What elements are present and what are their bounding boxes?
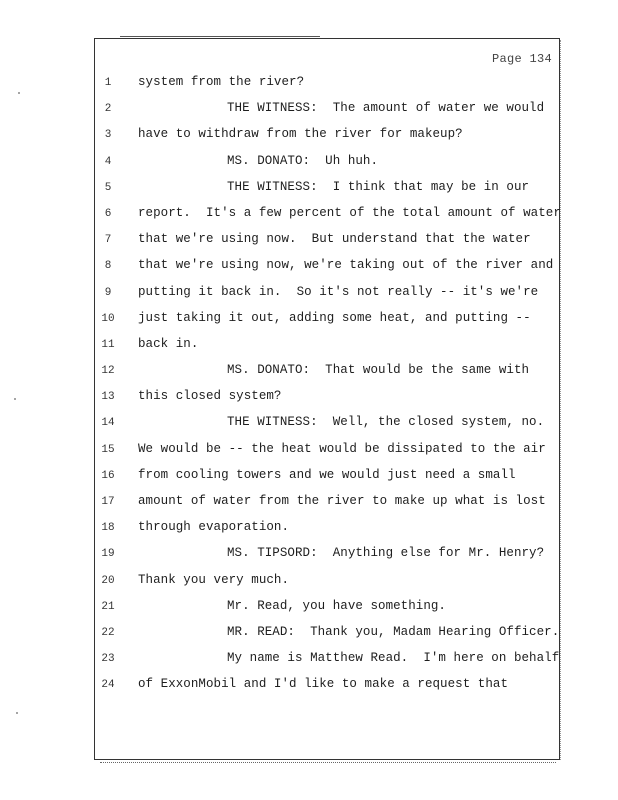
line-text: that we're using now, we're taking out of the river and (138, 258, 554, 273)
transcript-line (0, 622, 618, 648)
transcript-line (0, 308, 618, 334)
line-number: 16 (101, 469, 115, 482)
line-number: 3 (104, 129, 112, 142)
margin-speck (18, 92, 20, 94)
line-text: back in. (138, 336, 199, 351)
transcript-line (0, 570, 618, 596)
transcript-line (0, 124, 618, 150)
transcript-line (0, 517, 618, 543)
transcript-line (0, 596, 618, 622)
line-number: 2 (104, 103, 112, 116)
transcript-line (0, 386, 618, 412)
line-text: MS. TIPSORD: Anything else for Mr. Henry? (227, 546, 545, 561)
line-text: from cooling towers and we would just need a small (138, 467, 516, 482)
line-text: MS. DONATO: Uh huh. (227, 153, 379, 168)
line-number: 14 (101, 417, 115, 430)
line-number: 24 (101, 679, 115, 692)
line-text: Mr. Read, you have something. (227, 598, 446, 613)
line-text: report. It's a few percent of the total amount of water (138, 205, 561, 220)
line-number: 19 (101, 548, 115, 561)
line-text: amount of water from the river to make up what is lost (138, 494, 546, 508)
transcript-line (0, 412, 618, 438)
line-number: 22 (101, 626, 115, 639)
line-number: 20 (101, 574, 115, 587)
transcript-line (0, 674, 618, 700)
transcript-line (0, 282, 618, 308)
transcript-line (0, 151, 618, 177)
transcript-line (0, 648, 618, 674)
line-text: have to withdraw from the river for makeup? (138, 127, 463, 142)
transcript-line (0, 465, 618, 491)
transcript-line (0, 203, 618, 229)
line-text: that we're using now. But understand that the water (138, 232, 531, 247)
line-text: system from the river? (138, 75, 305, 89)
transcript-line (0, 543, 618, 569)
line-number: 17 (101, 496, 115, 508)
line-number: 11 (101, 338, 115, 351)
line-number: 5 (104, 181, 112, 194)
line-number: 4 (104, 155, 112, 168)
line-number: 12 (101, 365, 115, 378)
bottom-rule (100, 762, 556, 764)
transcript-line (0, 439, 618, 465)
margin-speck (14, 398, 16, 400)
margin-speck (16, 712, 18, 714)
line-text: this closed system? (138, 389, 282, 404)
line-text: just taking it out, adding some heat, and putting -- (138, 310, 531, 325)
transcript-line (0, 177, 618, 203)
line-number: 23 (101, 653, 115, 666)
transcript-line (0, 334, 618, 360)
line-number: 6 (104, 207, 112, 220)
line-text: of ExxonMobil and I'd like to make a request that (138, 677, 509, 692)
line-text: Thank you very much. (138, 572, 290, 587)
line-text: THE WITNESS: I think that may be in our (227, 179, 530, 194)
line-number: 18 (101, 522, 115, 535)
line-number: 21 (101, 600, 115, 613)
line-text: THE WITNESS: Well, the closed system, no. (227, 415, 545, 430)
line-text: MR. READ: Thank you, Madam Hearing Officer. (227, 624, 560, 639)
line-number: 13 (101, 391, 115, 404)
transcript-lines (0, 72, 618, 701)
transcript-line (0, 360, 618, 386)
line-text: through evaporation. (138, 520, 290, 535)
line-text: putting it back in. So it's not really -- it's we're (138, 284, 539, 299)
transcript-line (0, 491, 618, 517)
transcript-line (0, 229, 618, 255)
line-text: MS. DONATO: That would be the same with (227, 363, 530, 378)
line-number: 9 (104, 286, 112, 299)
page-number: Page 134 (491, 52, 552, 66)
line-text: THE WITNESS: The amount of water we would (227, 101, 545, 116)
transcript-line (0, 255, 618, 281)
line-number: 8 (104, 260, 112, 273)
line-number: 1 (104, 77, 112, 89)
line-number: 10 (101, 312, 115, 325)
line-number: 15 (101, 443, 115, 456)
transcript-line (0, 72, 618, 98)
line-number: 7 (104, 234, 112, 247)
line-text: We would be -- the heat would be dissipated to the air (138, 441, 546, 456)
transcript-line (0, 98, 618, 124)
line-text: My name is Matthew Read. I'm here on behalf (227, 651, 560, 666)
